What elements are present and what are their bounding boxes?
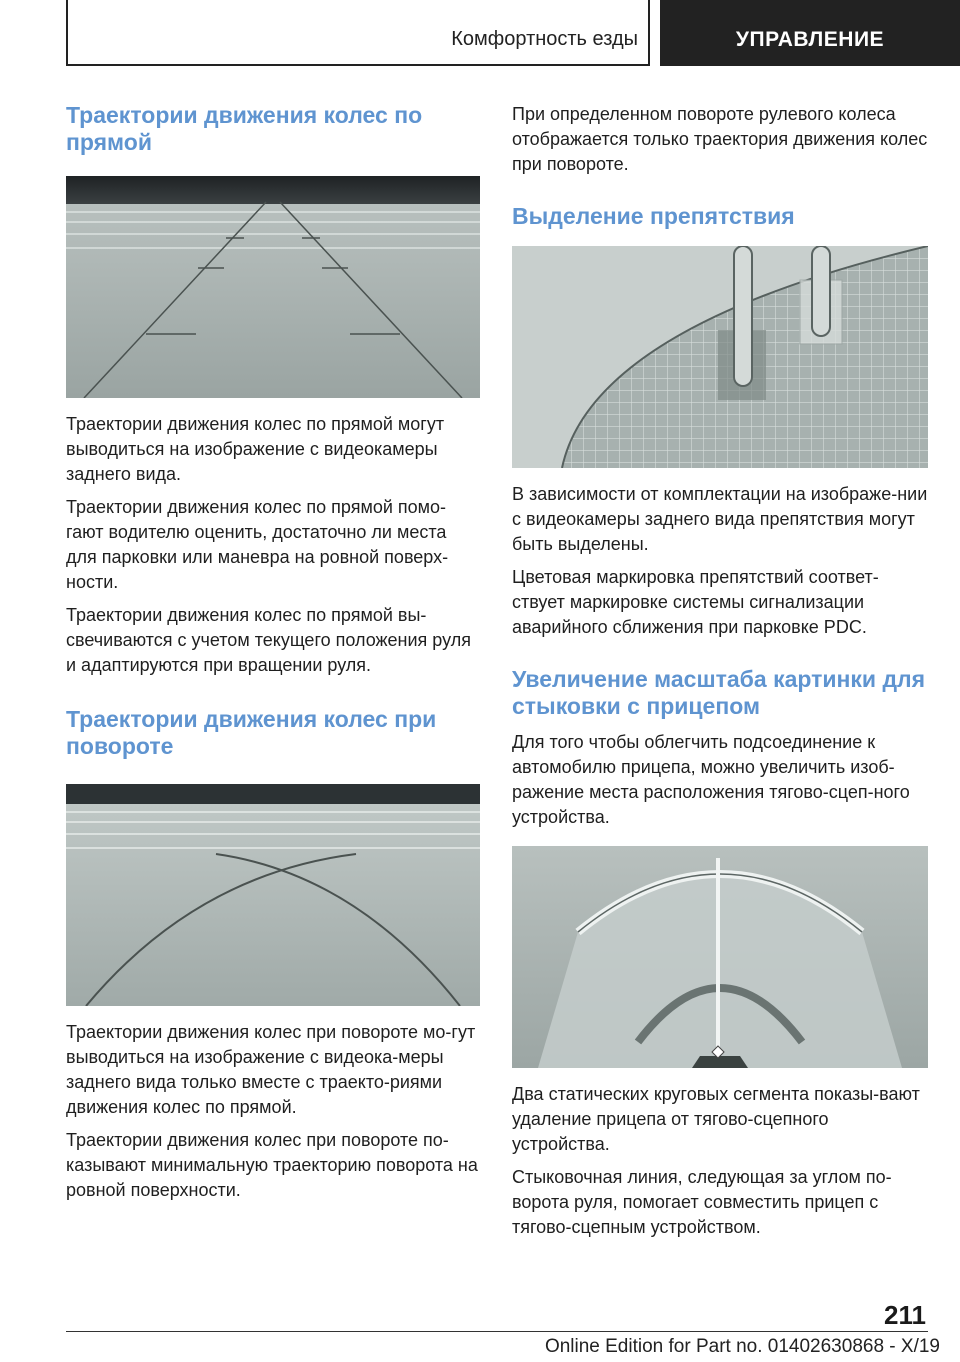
footer-divider: [66, 1331, 928, 1332]
paragraph: При определенном повороте рулевого колеса отображается только траектория движения колес при повороте.: [512, 104, 928, 174]
page-number: 211: [884, 1300, 926, 1330]
chapter-title: УПРАВЛЕНИЕ: [660, 0, 960, 66]
paragraph: Траектории движения колес по прямой помо-гают водителю оценить, достаточно ли места для парковки или маневра на ровной поверх-ности.: [66, 497, 449, 592]
straight-trajectory-figure: [66, 176, 480, 398]
section-title: Комфортность езды: [451, 28, 638, 50]
heading-straight-trajectory: Траектории движения колес по прямой: [66, 102, 423, 155]
paragraph: Траектории движения колес по прямой вы-свечиваются с учетом текущего положения руля и адаптируются при вращении руля.: [66, 605, 471, 675]
trailer-hitch-figure: [512, 846, 928, 1068]
heading-trailer-zoom: Увеличение масштаба картинки для стыковки с прицепом: [512, 666, 926, 719]
heading-turning-trajectory: Траектории движения колес при повороте: [66, 706, 437, 759]
heading-obstacle-marking: Выделение препятствия: [512, 203, 795, 229]
paragraph: В зависимости от комплектации на изображе-нии с видеокамеры заднего вида препятствия могут быть выделены.: [512, 484, 928, 554]
paragraph: Траектории движения колес по прямой могут выводиться на изображение с видеокамеры заднего вида.: [66, 414, 445, 484]
paragraph: Траектории движения колес при повороте мо-гут выводиться на изображение с видеока-меры заднего вида только вместе с траекто-риями движения колес по прямой.: [66, 1022, 476, 1117]
obstacle-marking-figure: [512, 246, 928, 468]
paragraph: Для того чтобы облегчить подсоединение к автомобилю прицепа, можно увеличить изоб-ражение места расположения тягово-сцеп-ного устройства.: [512, 732, 910, 827]
turning-trajectory-figure: [66, 784, 480, 1006]
right-column: [512, 102, 928, 1248]
left-column: [66, 102, 480, 1211]
paragraph: Цветовая маркировка препятствий соответ-ствует маркировке системы сигнализации аварийного сближения при парковке PDC.: [512, 567, 879, 637]
paragraph: Траектории движения колес при повороте по-казывают минимальную траекторию поворота на ровной поверхности.: [66, 1130, 478, 1200]
footer-edition: Online Edition for Part no. 01402630868 - X/19: [544, 1336, 940, 1357]
paragraph: Стыковочная линия, следующая за углом по-ворота руля, помогает совместить прицеп с тягово-сцепным устройством.: [512, 1167, 892, 1237]
paragraph: Два статических круговых сегмента показы-вают удаление прицепа от тягово-сцепного устройства.: [512, 1084, 920, 1154]
